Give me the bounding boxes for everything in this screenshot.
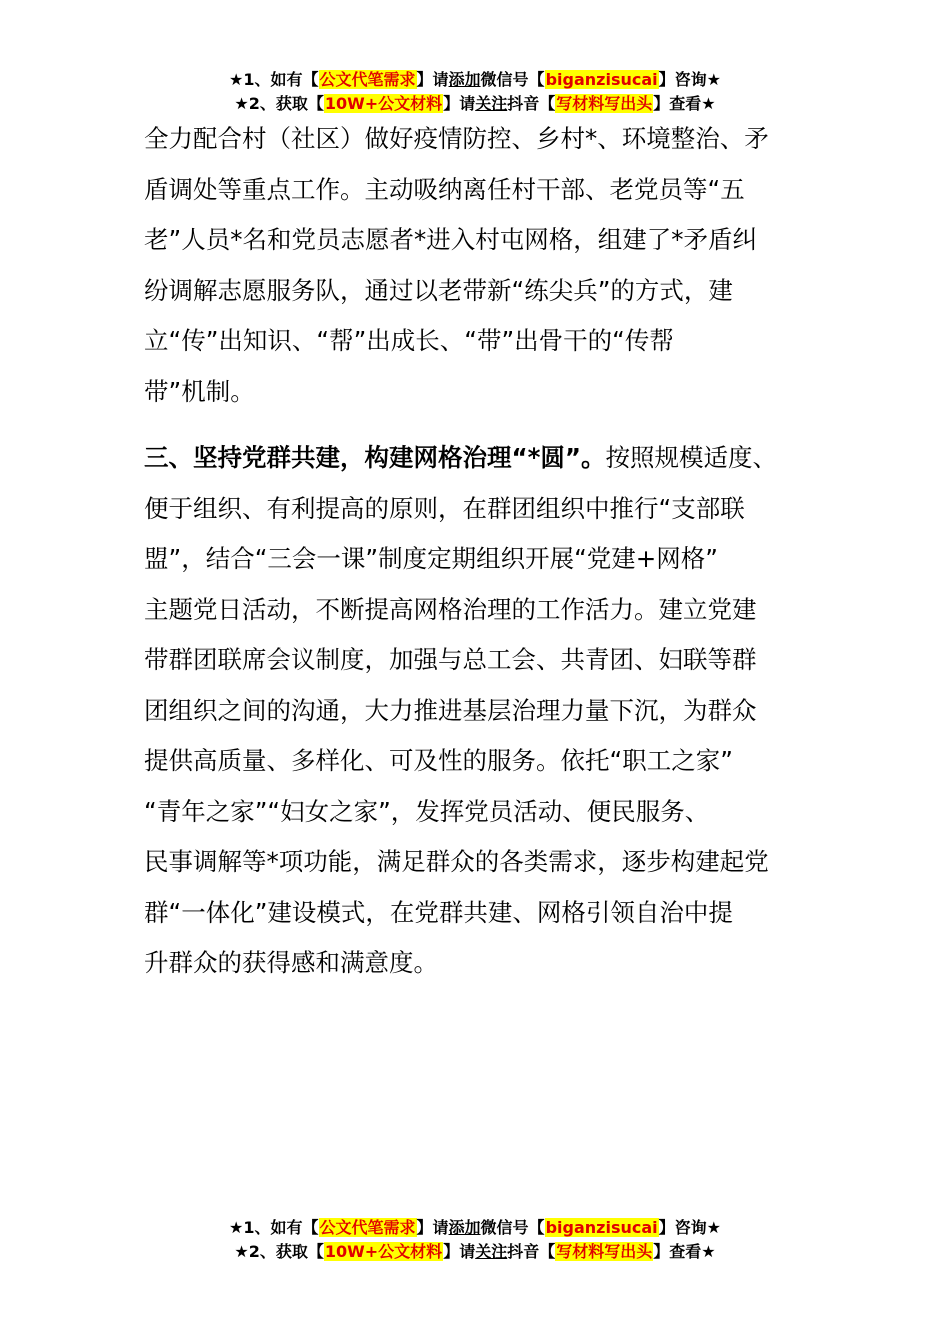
banner-text: ★1、如有【: [229, 1218, 319, 1237]
highlight-service: 公文代笔需求: [319, 70, 416, 89]
highlight-wechat-id: biganzisucai: [545, 1218, 658, 1237]
banner-text: 微信号【: [480, 70, 545, 89]
text-line: 盟”，结合“三会一课”制度定期组织开展“党建+网格”: [144, 544, 718, 573]
text-line: 老”人员*名和党员志愿者*进入村屯网格，组建了*矛盾纠: [144, 225, 757, 254]
text-line: 纷调解志愿服务队，通过以老带新“练尖兵”的方式，建: [144, 275, 733, 305]
banner-text: 抖音【: [507, 94, 556, 113]
text-line: 主题党日活动，不断提高网格治理的工作活力。建立党建: [144, 594, 757, 624]
text-line: 民事调解等*项功能，满足群众的各类需求，逐步构建起党: [144, 847, 769, 876]
text-line: 按照规模适度、: [605, 443, 778, 472]
document-body: [144, 114, 824, 989]
bottom-banner: [0, 1216, 950, 1264]
banner-text: 抖音【: [507, 1242, 556, 1261]
banner-text: 微信号【: [480, 1218, 545, 1237]
highlight-materials: 10W+公文材料: [324, 94, 443, 113]
text-line: 升群众的获得感和满意度。: [144, 948, 438, 977]
text-line: 盾调处等重点工作。主动吸纳离任村干部、老党员等“五: [144, 174, 745, 204]
banner-text: 】查看★: [653, 1242, 716, 1261]
underlined-text: 添加: [448, 70, 481, 89]
text-line: 立“传”出知识、“帮”出成长、“带”出骨干的“传帮: [144, 326, 674, 355]
section-heading: 三、坚持党群共建，构建网格治理“*圆”。: [144, 443, 606, 472]
banner-line-2: [0, 1240, 950, 1264]
text-line: 带”机制。: [144, 376, 255, 406]
text-line: 全力配合村（社区）做好疫情防控、乡村*、环境整治、矛: [144, 124, 769, 153]
highlight-materials: 10W+公文材料: [324, 1242, 443, 1261]
underlined-text: 关注: [475, 94, 508, 113]
text-line: 团组织之间的沟通，大力推进基层治理力量下沉，为群众: [144, 695, 757, 725]
banner-text: 】请: [416, 70, 449, 89]
banner-text: 】请: [416, 1218, 449, 1237]
banner-text: 】查看★: [653, 94, 716, 113]
top-banner: [0, 68, 950, 116]
highlight-douyin-id: 写材料写出头: [556, 1242, 653, 1261]
highlight-service: 公文代笔需求: [319, 1218, 416, 1237]
text-line: 群“一体化”建设模式，在党群共建、网格引领自治中提: [144, 897, 733, 927]
text-line: 便于组织、有利提高的原则，在群团组织中推行“支部联: [144, 493, 745, 523]
text-line: 带群团联席会议制度，加强与总工会、共青团、妇联等群: [144, 645, 757, 674]
banner-text: 】请: [443, 1242, 476, 1261]
banner-line-1: [0, 1216, 950, 1240]
banner-text: 】请: [443, 94, 476, 113]
banner-line-1: [0, 68, 950, 92]
banner-text: ★2、获取【: [234, 94, 324, 113]
text-line: 提供高质量、多样化、可及性的服务。依托“职工之家”: [144, 746, 733, 775]
banner-line-2: [0, 92, 950, 116]
text-line: “青年之家”“妇女之家”，发挥党员活动、便民服务、: [144, 796, 710, 826]
banner-text: ★2、获取【: [234, 1242, 324, 1261]
banner-text: 】咨询★: [658, 1218, 721, 1237]
underlined-text: 添加: [448, 1218, 481, 1237]
banner-text: 】咨询★: [658, 70, 721, 89]
paragraph-1: [144, 114, 824, 417]
banner-text: ★1、如有【: [229, 70, 319, 89]
paragraph-2: [144, 433, 824, 989]
underlined-text: 关注: [475, 1242, 508, 1261]
highlight-douyin-id: 写材料写出头: [556, 94, 653, 113]
highlight-wechat-id: biganzisucai: [545, 70, 658, 89]
